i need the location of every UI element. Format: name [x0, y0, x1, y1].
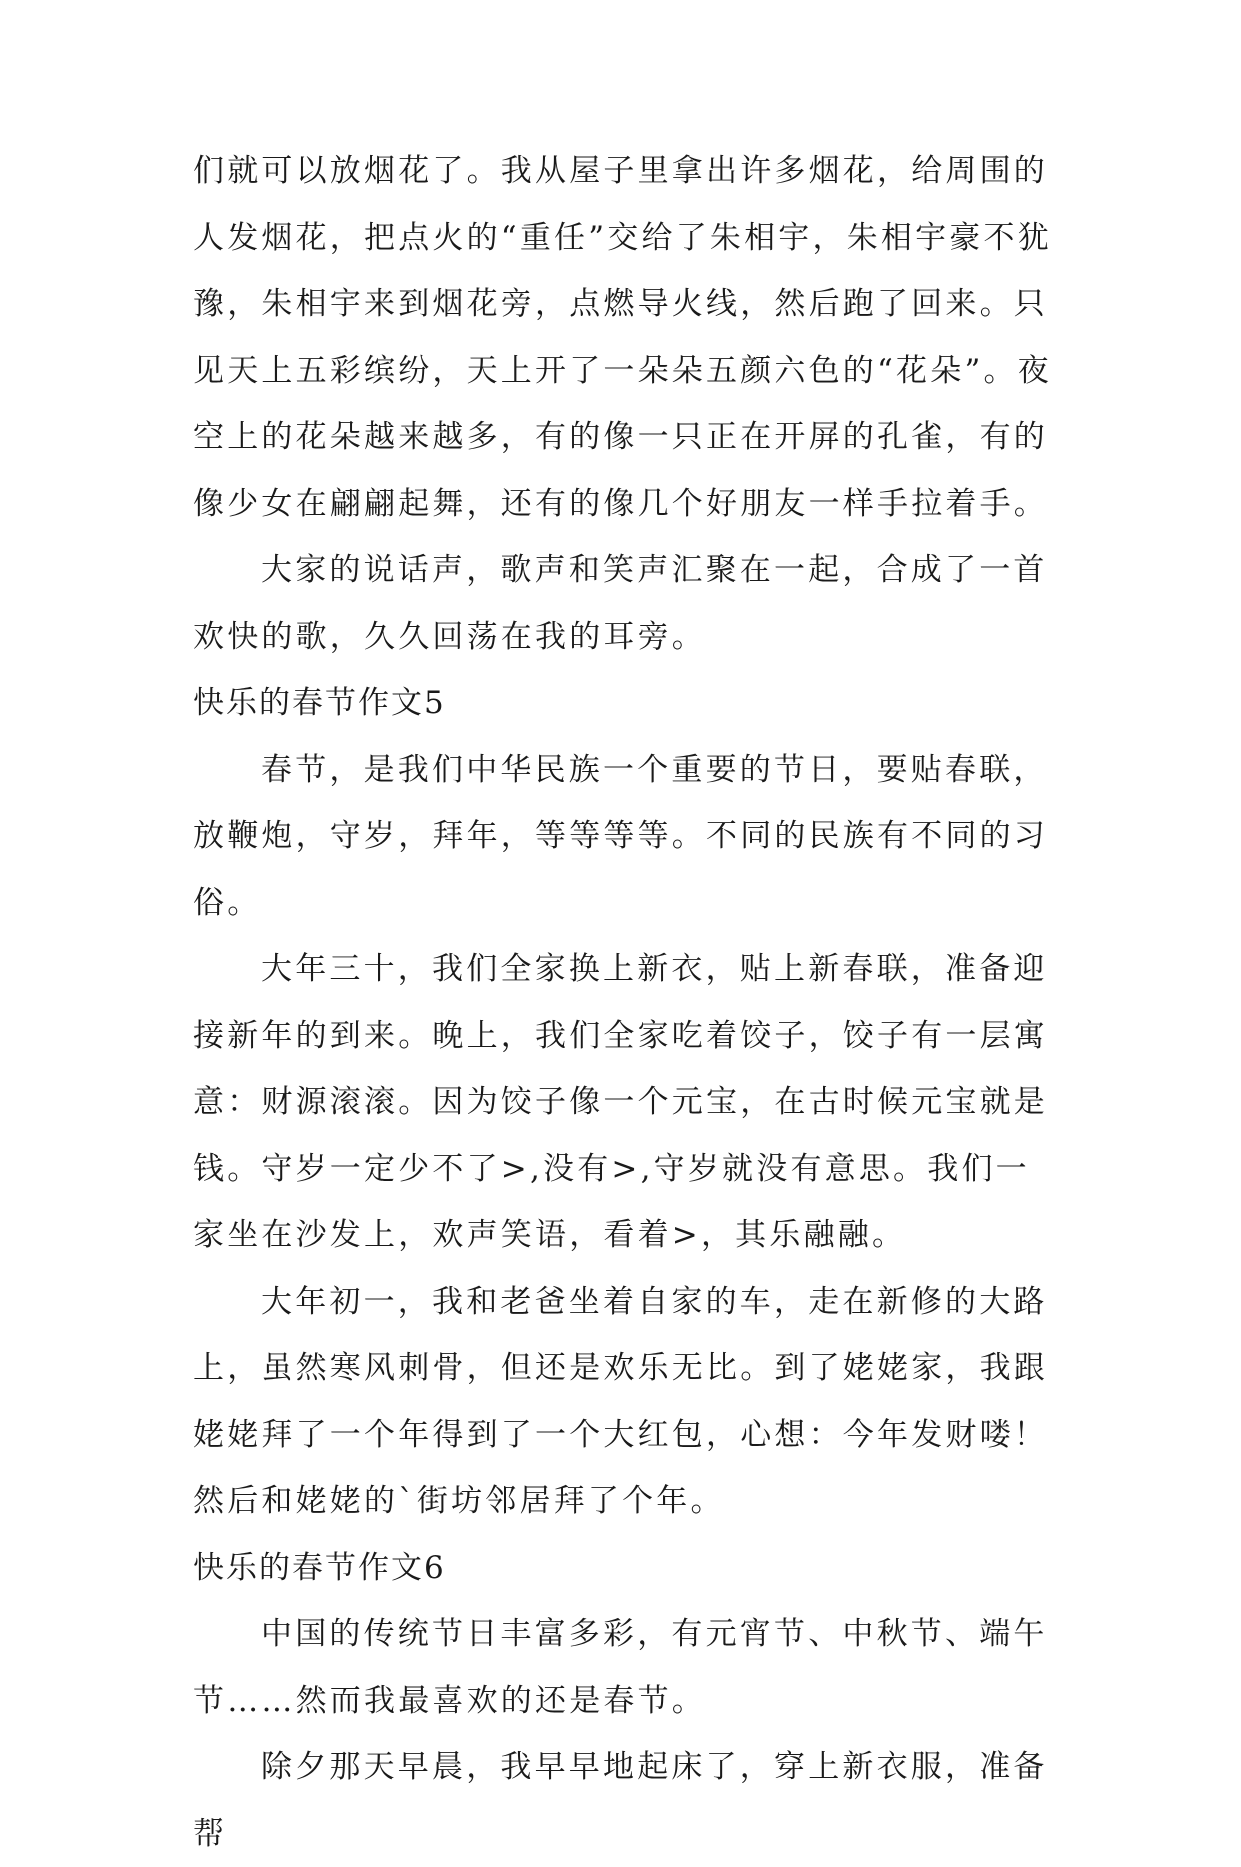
paragraph-2: 大家的说话声，歌声和笑声汇聚在一起，合成了一首欢快的歌，久久回荡在我的耳旁。 [193, 552, 1048, 655]
document-body [193, 138, 1063, 1867]
paragraph-5: 大年初一，我和老爸坐着自家的车，走在新修的大路上，虽然寒风刺骨，但还是欢乐无比。到了姥姥家，我跟姥姥拜了一个年得到了一个大红包，心想：今年发财喽！然后和姥姥的`街坊邻居拜了个年。 [193, 1283, 1048, 1519]
paragraph-4: 大年三十，我们全家换上新衣，贴上新春联，准备迎接新年的到来。晚上，我们全家吃着饺子，饺子有一层寓意：财源滚滚。因为饺子像一个元宝，在古时候元宝就是钱。守岁一定少不了>,没有>,守岁就没有意思。我们一家坐在沙发上，欢声笑语，看着>，其乐融融。 [193, 951, 1048, 1253]
paragraph-1: 们就可以放烟花了。我从屋子里拿出许多烟花，给周围的人发烟花，把点火的“重任”交给了朱相宇，朱相宇豪不犹豫，朱相宇来到烟花旁，点燃导火线，然后跑了回来。只见天上五彩缤纷，天上开了一朵朵五颜六色的“花朵”。夜空上的花朵越来越多，有的像一只正在开屏的孔雀，有的像少女在翩翩起舞，还有的像几个好朋友一样手拉着手。 [193, 153, 1052, 522]
paragraph-6: 中国的传统节日丰富多彩，有元宵节、中秋节、端午节……然而我最喜欢的还是春节。 [193, 1616, 1048, 1719]
section-heading-5: 快乐的春节作文5 [193, 685, 446, 721]
paragraph-7: 除夕那天早晨，我早早地起床了，穿上新衣服，准备帮 [193, 1749, 1048, 1852]
section-heading-6: 快乐的春节作文6 [193, 1549, 446, 1586]
paragraph-3: 春节，是我们中华民族一个重要的节日，要贴春联，放鞭炮，守岁，拜年，等等等等。不同的民族有不同的习俗。 [193, 751, 1048, 921]
